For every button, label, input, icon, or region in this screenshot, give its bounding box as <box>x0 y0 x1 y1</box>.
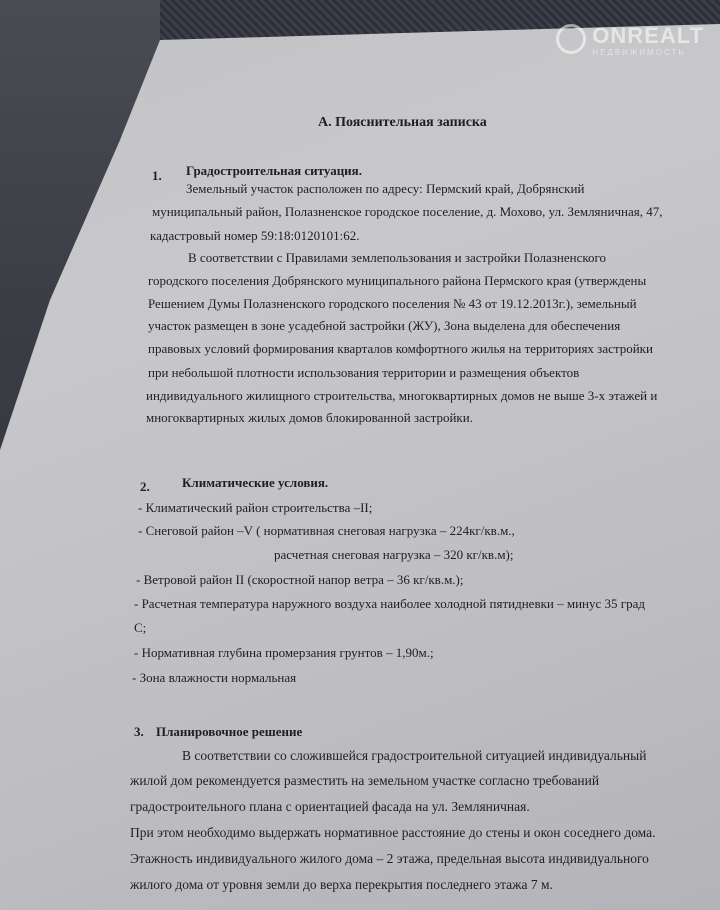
paragraph-line: Решением Думы Полазненского городского поселения № 43 от 19.12.2013г.), земельный <box>148 296 637 311</box>
section-1-heading: Градостроительная ситуация. <box>186 163 362 178</box>
paragraph-line: участок размещен в зоне усадебной застройки (ЖУ), Зона выделена для обеспечения <box>148 318 621 333</box>
paragraph-line: жилого дома от уровня земли до верха перекрытия последнего этажа 7 м. <box>130 877 553 892</box>
list-item: - Зона влажности нормальная <box>132 670 297 685</box>
paragraph-line: В соответствии со сложившейся градостроительной ситуацией индивидуальный <box>182 748 647 763</box>
watermark-subtitle: НЕДВИЖИМОСТЬ <box>592 48 686 57</box>
paragraph-line: При этом необходимо выдержать нормативное расстояние до стены и окон соседнего дома. <box>130 825 656 840</box>
list-item: - Ветровой район II (скоростной напор ветра – 36 кг/кв.м.); <box>136 572 464 587</box>
section-2-number: 2. <box>140 479 150 494</box>
paragraph-line: Этажность индивидуального жилого дома – 2 этажа, предельная высота индивидуального <box>130 851 649 866</box>
paragraph-line: многоквартирных жилых домов блокированной застройки. <box>146 410 473 425</box>
paragraph-line: жилой дом рекомендуется разместить на земельном участке согласно требований <box>130 773 600 788</box>
list-item: С; <box>134 620 147 635</box>
paragraph-line: при небольшой плотности использования территории и размещения объектов <box>148 365 580 380</box>
paragraph-line: кадастровый номер 59:18:0120101:62. <box>150 228 360 243</box>
watermark-brand: ONREALT <box>592 23 704 48</box>
paragraph-line: индивидуального жилищного строительства, многоквартирных домов не выше 3-х этажей и <box>146 388 658 403</box>
list-item: расчетная снеговая нагрузка – 320 кг/кв.м); <box>274 547 514 562</box>
paragraph-line: В соответствии с Правилами землепользования и застройки Полазненского <box>188 250 607 265</box>
section-2-heading: Климатические условия. <box>182 475 329 490</box>
paragraph-line: Земельный участок расположен по адресу: Пермский край, Добрянский <box>186 181 585 196</box>
list-item: - Нормативная глубина промерзания грунтов – 1,90м.; <box>134 645 434 660</box>
section-3-heading: Планировочное решение <box>156 724 303 739</box>
paragraph-line: правовых условий формирования кварталов комфортного жилья на территориях застройки <box>148 341 653 356</box>
paragraph-line: муниципальный район, Полазненское городское поселение, д. Мохово, ул. Земляничная, 47, <box>152 204 663 219</box>
paragraph-line: градостроительного плана с ориентацией фасада на ул. Земляничная. <box>130 799 530 814</box>
list-item: - Расчетная температура наружного воздуха наиболее холодной пятидневки – минус 35 град <box>134 596 645 611</box>
list-item: - Климатический район строительства –II; <box>138 500 373 515</box>
list-item: - Снеговой район –V ( нормативная снеговая нагрузка – 224кг/кв.м., <box>138 523 515 538</box>
paragraph-line: городского поселения Добрянского муниципального района Пермского края (утверждены <box>148 273 647 288</box>
section-1-number: 1. <box>152 168 162 183</box>
section-3-number: 3. <box>134 724 144 739</box>
document-title: А. Пояснительная записка <box>318 115 487 130</box>
